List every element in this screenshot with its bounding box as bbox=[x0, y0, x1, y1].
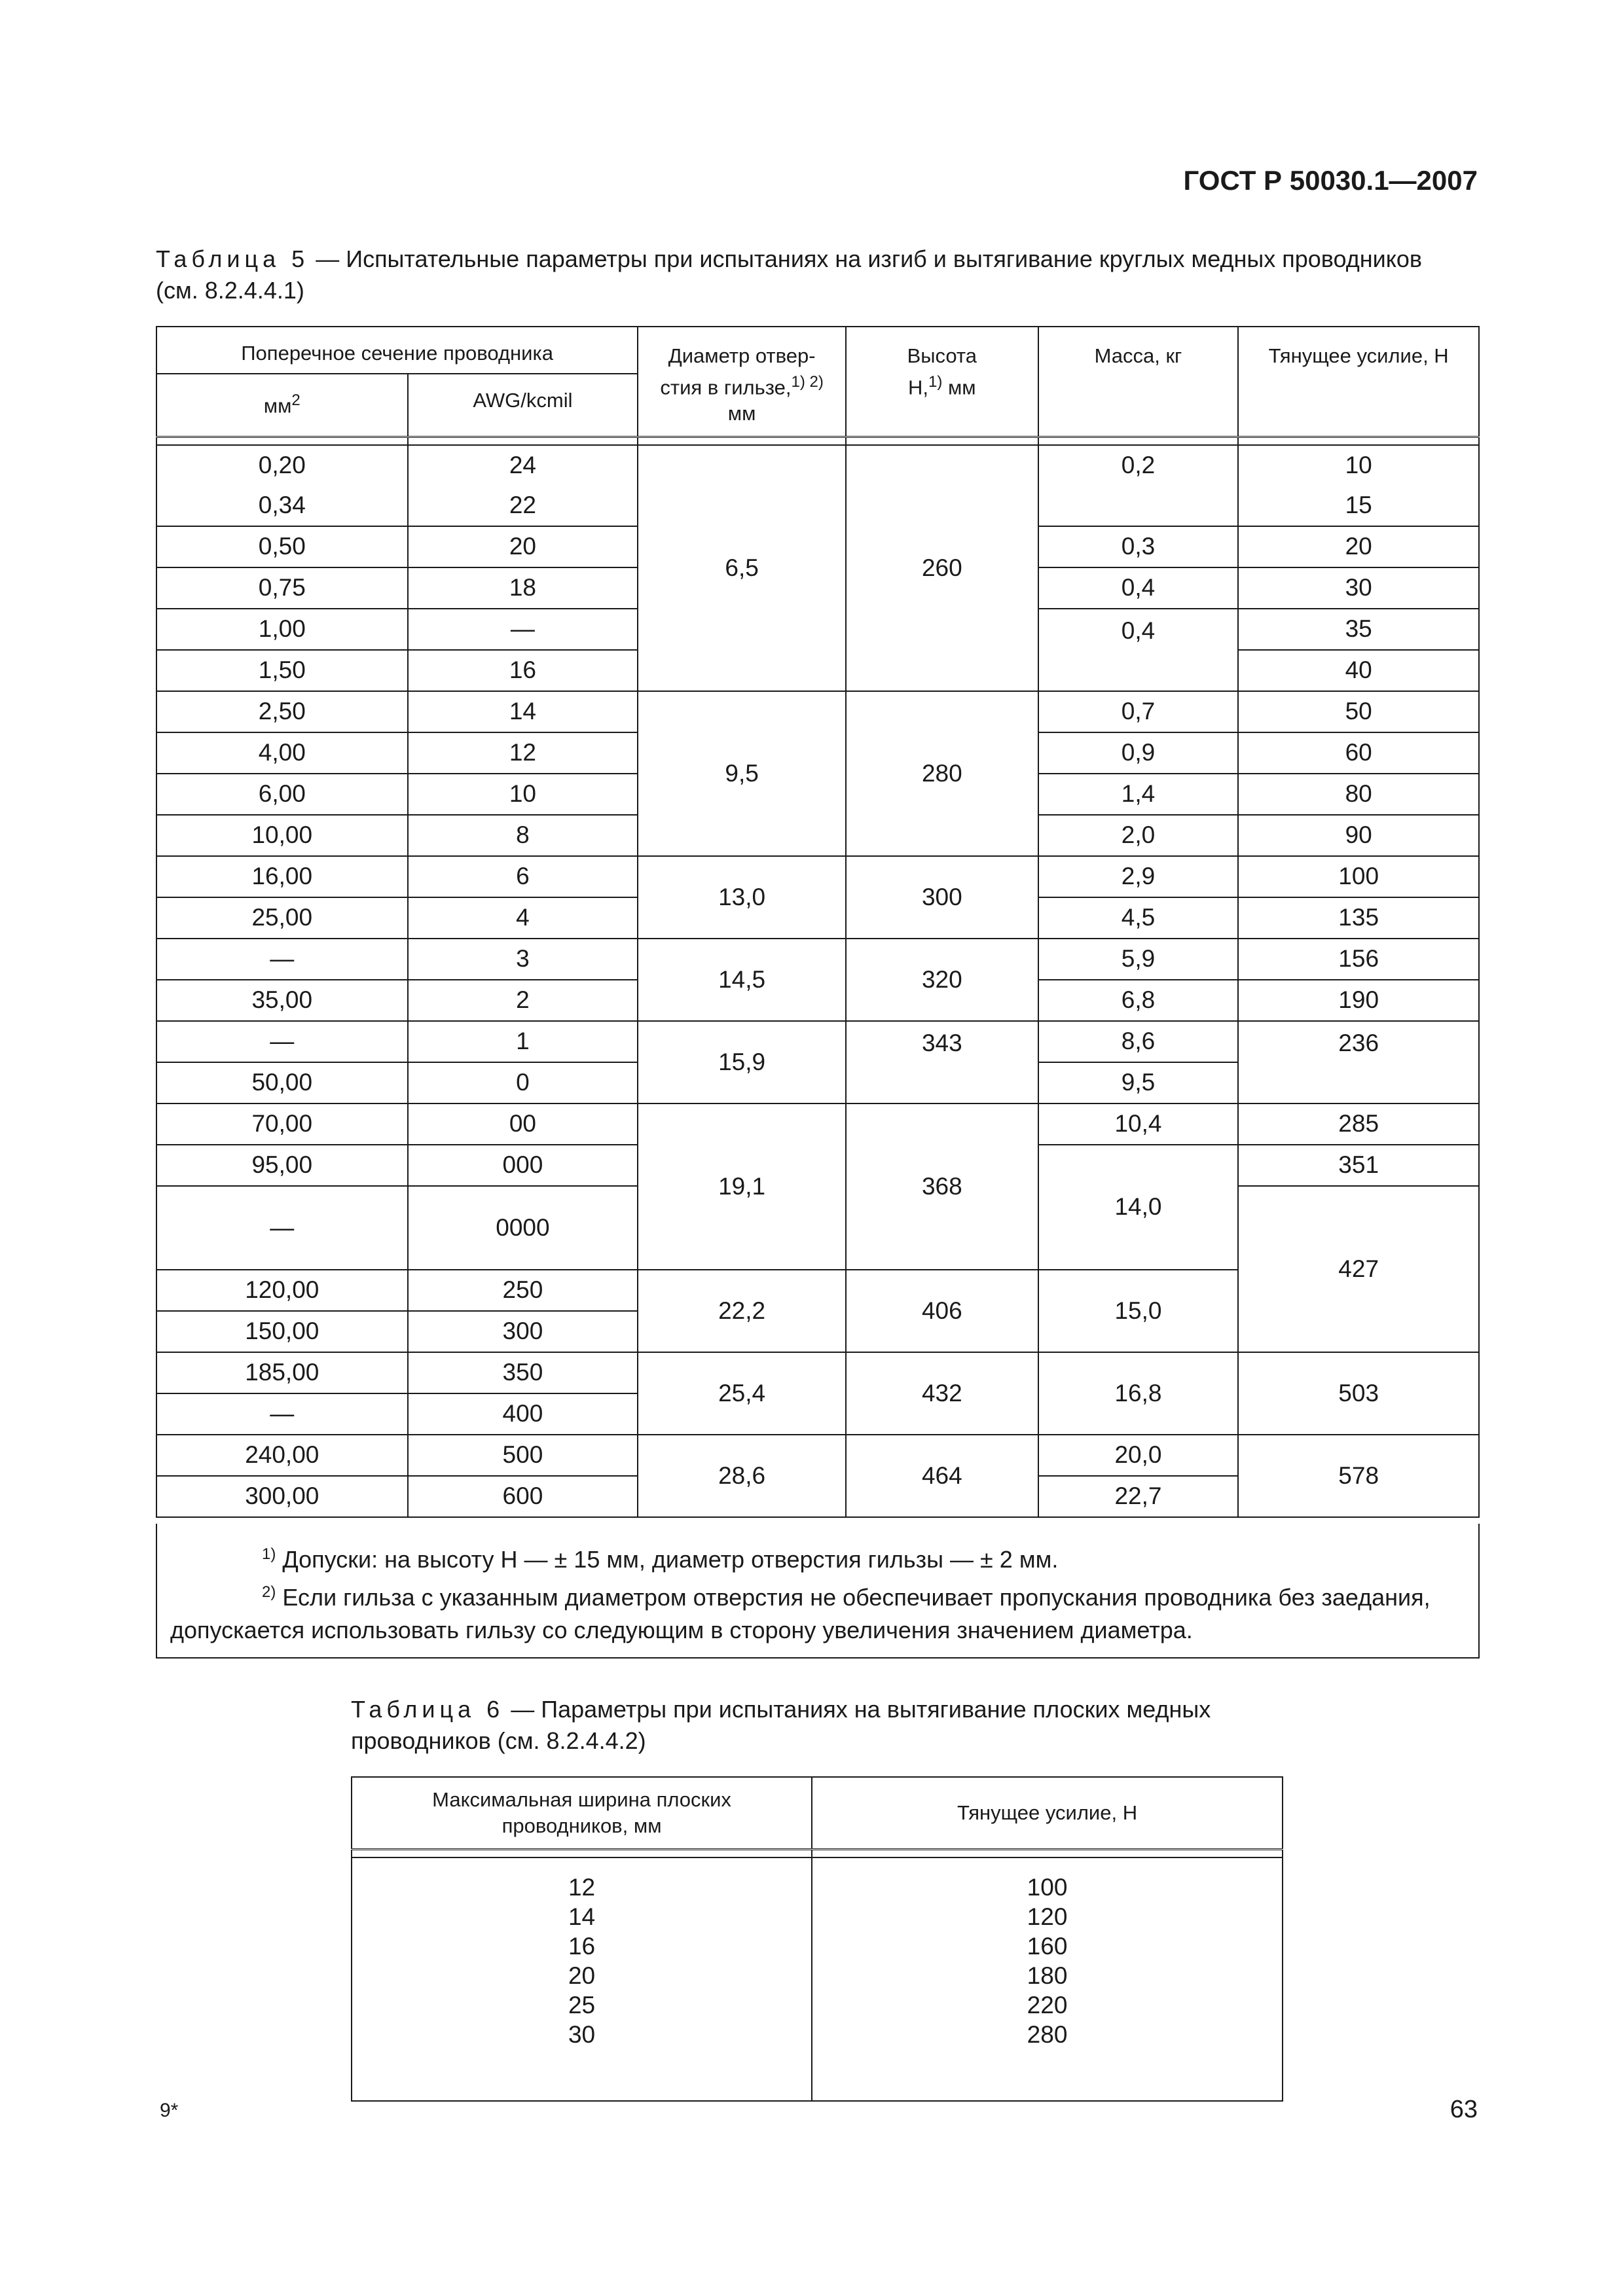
cell-height: 368 bbox=[846, 1103, 1038, 1270]
cell-diameter: 9,5 bbox=[638, 691, 846, 856]
cell-mass: 4,5 bbox=[1038, 897, 1239, 939]
cell-mass: 2,9 bbox=[1038, 856, 1239, 897]
cell-mass: 0,7 bbox=[1038, 691, 1239, 732]
cell-awg: 4 bbox=[408, 897, 638, 939]
cell-force: 60 bbox=[1238, 732, 1479, 774]
footnote-2: $^{2)}$ Если гильза с указанным диаметром отверстия не обеспечивает пропускания проводника без заедания, допускается использовать гильзу со следующим в сторону увеличения значением диаметра. bbox=[170, 1583, 1431, 1643]
cell-mass: 0,3 bbox=[1038, 526, 1239, 567]
cell-mm2: 150,00 bbox=[156, 1311, 408, 1352]
cell-mass: 22,7 bbox=[1038, 1476, 1239, 1517]
cell-mm2: 0,20 bbox=[156, 445, 408, 486]
cell-diameter: 25,4 bbox=[638, 1352, 846, 1435]
flat-forces-cell bbox=[812, 1857, 1283, 2101]
force-value: 180 bbox=[1027, 1962, 1068, 1989]
cell-force: 503 bbox=[1238, 1352, 1479, 1435]
cell-awg: 14 bbox=[408, 691, 638, 732]
cell-awg: 250 bbox=[408, 1270, 638, 1311]
force-value: 280 bbox=[1027, 2021, 1068, 2048]
cell-mm2: — bbox=[156, 1186, 408, 1270]
cell-awg: 6 bbox=[408, 856, 638, 897]
cell-mm2: — bbox=[156, 1393, 408, 1435]
cell-force: 20 bbox=[1238, 526, 1479, 567]
cell-mm2: 95,00 bbox=[156, 1145, 408, 1186]
table5-caption-label: Таблица 5 bbox=[156, 245, 310, 272]
header-awg: AWG/kcmil bbox=[408, 374, 638, 437]
cell-height: 300 bbox=[846, 856, 1038, 939]
cell-mm2: 2,50 bbox=[156, 691, 408, 732]
cell-mass-empty bbox=[1038, 486, 1239, 526]
cell-awg: 1 bbox=[408, 1021, 638, 1062]
cell-force: 40 bbox=[1238, 650, 1479, 691]
cell-mm2: 0,50 bbox=[156, 526, 408, 567]
cell-diameter: 14,5 bbox=[638, 939, 846, 1021]
page-number: 63 bbox=[1450, 2096, 1478, 2123]
width-value: 25 bbox=[568, 1992, 596, 2018]
width-value: 12 bbox=[568, 1874, 596, 1901]
cell-awg: 16 bbox=[408, 650, 638, 691]
table6-caption bbox=[351, 1694, 1294, 1757]
cell-force: 135 bbox=[1238, 897, 1479, 939]
table5-footnotes bbox=[156, 1524, 1480, 1659]
cell-awg: 18 bbox=[408, 567, 638, 609]
cell-force: 578 bbox=[1238, 1435, 1479, 1517]
cell-diameter: 6,5 bbox=[638, 445, 846, 691]
cell-height: 464 bbox=[846, 1435, 1038, 1517]
footnote-1: $^{1)}$ Допуски: на высоту Н — ± 15 мм, диаметр отверстия гильзы — ± 2 мм. bbox=[262, 1545, 1059, 1573]
sheet-mark: 9* bbox=[160, 2100, 179, 2121]
cell-awg: 0 bbox=[408, 1062, 638, 1103]
header-diameter: Диаметр отвер- стия в гильзе,$^{1) 2)}$ мм bbox=[638, 327, 846, 437]
table5-caption bbox=[156, 243, 1465, 306]
cell-mm2: 1,50 bbox=[156, 650, 408, 691]
cell-mm2: 25,00 bbox=[156, 897, 408, 939]
cell-mm2: 16,00 bbox=[156, 856, 408, 897]
table6-caption-label: Таблица 6 bbox=[351, 1696, 505, 1723]
header-mm2: $мм^2$ bbox=[156, 374, 408, 437]
force-value: 120 bbox=[1027, 1903, 1068, 1930]
cell-height: 406 bbox=[846, 1270, 1038, 1352]
cell-awg: 400 bbox=[408, 1393, 638, 1435]
cell-awg: 10 bbox=[408, 774, 638, 815]
header-flat-width: Максимальная ширина плоских проводников, мм bbox=[352, 1777, 812, 1850]
flat-widths-cell bbox=[352, 1857, 812, 2101]
table5-caption-text: — Испытательные параметры при испытаниях на изгиб и вытягивание круглых медных проводников (см. 8.2.4.4.1) bbox=[156, 245, 1423, 304]
cell-mm2: — bbox=[156, 939, 408, 980]
cell-mass: 16,8 bbox=[1038, 1352, 1239, 1435]
cell-mm2: 50,00 bbox=[156, 1062, 408, 1103]
cell-mass: 15,0 bbox=[1038, 1270, 1239, 1352]
cell-force: 156 bbox=[1238, 939, 1479, 980]
width-value: 14 bbox=[568, 1903, 596, 1930]
cell-force: 50 bbox=[1238, 691, 1479, 732]
cell-awg: 8 bbox=[408, 815, 638, 856]
cell-awg: 000 bbox=[408, 1145, 638, 1186]
cell-force: 285 bbox=[1238, 1103, 1479, 1145]
table6-caption-text: — Параметры при испытаниях на вытягивание плоских медных проводников (см. 8.2.4.4.2) bbox=[351, 1696, 1211, 1754]
cell-awg: 24 bbox=[408, 445, 638, 486]
cell-awg: 3 bbox=[408, 939, 638, 980]
cell-awg: — bbox=[408, 609, 638, 650]
cell-awg: 20 bbox=[408, 526, 638, 567]
cell-awg: 2 bbox=[408, 980, 638, 1021]
cell-mm2: — bbox=[156, 1021, 408, 1062]
cell-awg: 600 bbox=[408, 1476, 638, 1517]
cell-mm2: 6,00 bbox=[156, 774, 408, 815]
table5 bbox=[156, 326, 1480, 1518]
cell-mm2: 240,00 bbox=[156, 1435, 408, 1476]
cell-mass: 8,6 bbox=[1038, 1021, 1239, 1062]
cell-mm2: 0,75 bbox=[156, 567, 408, 609]
cell-height: 320 bbox=[846, 939, 1038, 1021]
cell-mass: 1,4 bbox=[1038, 774, 1239, 815]
cell-mm2: 10,00 bbox=[156, 815, 408, 856]
cell-mm2: 185,00 bbox=[156, 1352, 408, 1393]
cell-mass: 14,0 bbox=[1038, 1145, 1239, 1270]
force-value: 100 bbox=[1027, 1874, 1068, 1901]
width-value: 30 bbox=[568, 2021, 596, 2048]
cell-mass: 5,9 bbox=[1038, 939, 1239, 980]
cell-mm2: 1,00 bbox=[156, 609, 408, 650]
header-cross-section: Поперечное сечение проводника bbox=[156, 327, 638, 374]
cell-diameter: 19,1 bbox=[638, 1103, 846, 1270]
cell-diameter: 15,9 bbox=[638, 1021, 846, 1103]
cell-height: 343 bbox=[846, 1021, 1038, 1103]
document-code: ГОСТ Р 50030.1—2007 bbox=[1183, 165, 1478, 196]
cell-awg: 300 bbox=[408, 1311, 638, 1352]
cell-force: 427 bbox=[1238, 1186, 1479, 1352]
cell-diameter: 13,0 bbox=[638, 856, 846, 939]
cell-mass: 20,0 bbox=[1038, 1435, 1239, 1476]
cell-awg: 500 bbox=[408, 1435, 638, 1476]
cell-force: 351 bbox=[1238, 1145, 1479, 1186]
cell-mm2: 300,00 bbox=[156, 1476, 408, 1517]
cell-mass: 0,9 bbox=[1038, 732, 1239, 774]
cell-diameter: 28,6 bbox=[638, 1435, 846, 1517]
width-value: 16 bbox=[568, 1933, 596, 1960]
cell-mass: 2,0 bbox=[1038, 815, 1239, 856]
cell-awg: 0000 bbox=[408, 1186, 638, 1270]
cell-force: 35 bbox=[1238, 609, 1479, 650]
cell-awg: 22 bbox=[408, 486, 638, 526]
cell-mm2: 0,34 bbox=[156, 486, 408, 526]
cell-mass: 0,4 bbox=[1038, 609, 1239, 691]
header-height: Высота Н,$^{1)}$ мм bbox=[846, 327, 1038, 437]
cell-force: 236 bbox=[1238, 1021, 1479, 1103]
cell-awg: 350 bbox=[408, 1352, 638, 1393]
force-value: 220 bbox=[1027, 1992, 1068, 2018]
cell-height: 432 bbox=[846, 1352, 1038, 1435]
cell-force: 100 bbox=[1238, 856, 1479, 897]
cell-force: 80 bbox=[1238, 774, 1479, 815]
cell-force: 10 bbox=[1238, 445, 1479, 486]
cell-height: 260 bbox=[846, 445, 1038, 691]
cell-force: 30 bbox=[1238, 567, 1479, 609]
table6 bbox=[351, 1776, 1283, 2102]
header-force: Тянущее усилие, Н bbox=[1238, 327, 1479, 437]
cell-mass: 0,2 bbox=[1038, 445, 1239, 486]
force-value: 160 bbox=[1027, 1933, 1068, 1960]
cell-force: 90 bbox=[1238, 815, 1479, 856]
cell-awg: 00 bbox=[408, 1103, 638, 1145]
cell-force: 190 bbox=[1238, 980, 1479, 1021]
cell-mass: 6,8 bbox=[1038, 980, 1239, 1021]
cell-awg: 12 bbox=[408, 732, 638, 774]
cell-mm2: 70,00 bbox=[156, 1103, 408, 1145]
header-flat-force: Тянущее усилие, Н bbox=[812, 1777, 1283, 1850]
cell-mass: 10,4 bbox=[1038, 1103, 1239, 1145]
cell-height: 280 bbox=[846, 691, 1038, 856]
cell-diameter: 22,2 bbox=[638, 1270, 846, 1352]
cell-mm2: 120,00 bbox=[156, 1270, 408, 1311]
width-value: 20 bbox=[568, 1962, 596, 1989]
cell-mm2: 35,00 bbox=[156, 980, 408, 1021]
cell-force: 15 bbox=[1238, 486, 1479, 526]
cell-mm2: 4,00 bbox=[156, 732, 408, 774]
cell-mass: 0,4 bbox=[1038, 567, 1239, 609]
cell-mass: 9,5 bbox=[1038, 1062, 1239, 1103]
header-mass: Масса, кг bbox=[1038, 327, 1239, 437]
